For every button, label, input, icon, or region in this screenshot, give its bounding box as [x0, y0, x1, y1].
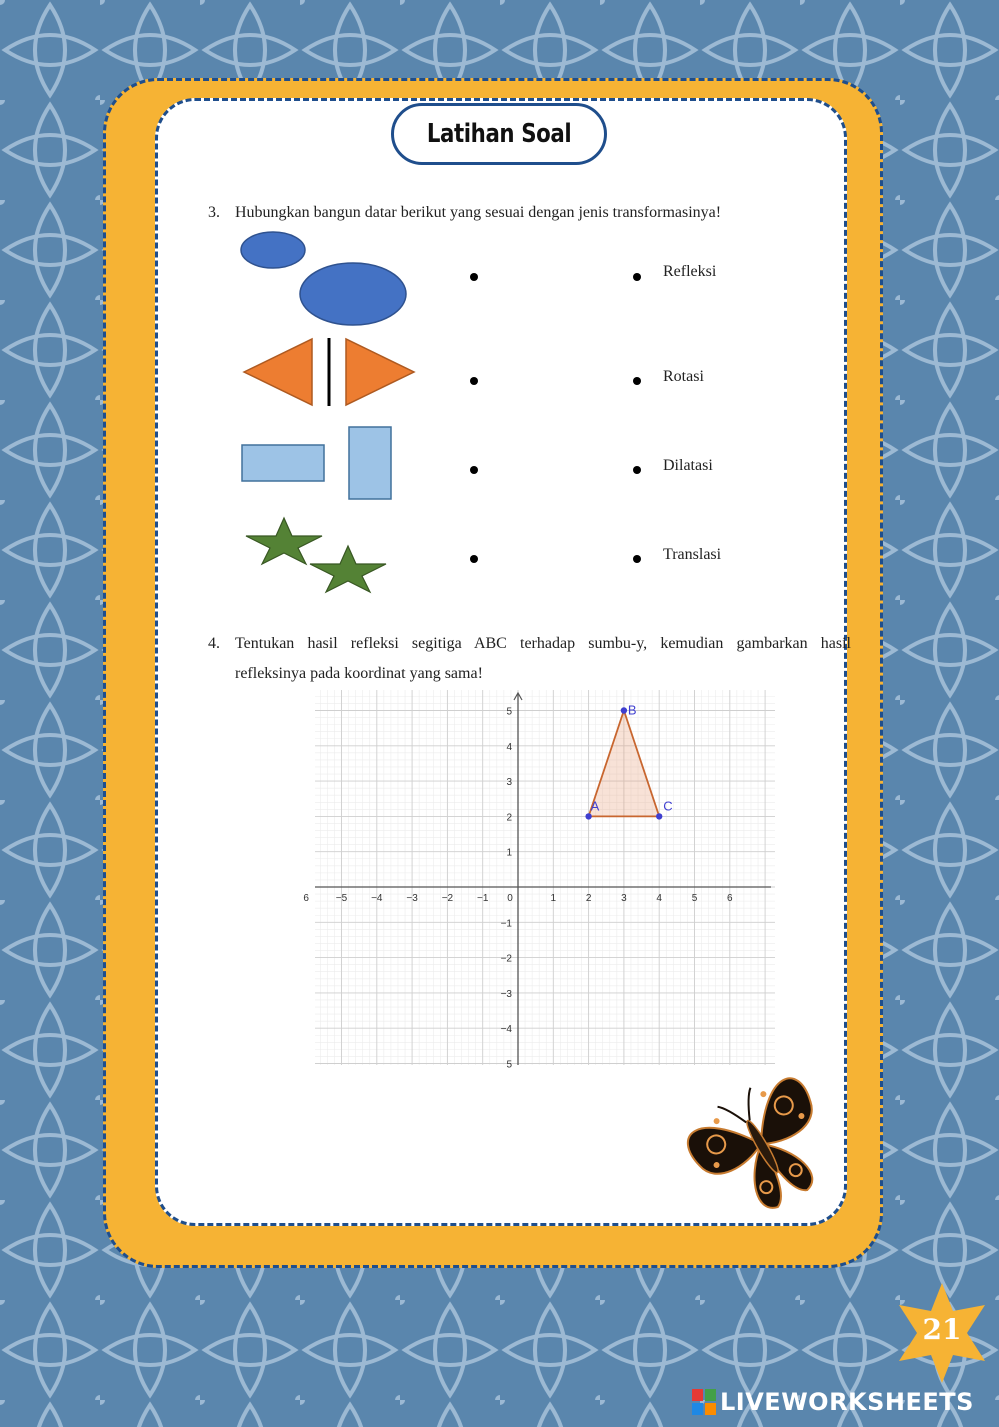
option-dilatasi: Dilatasi [663, 457, 713, 474]
y-tick-label: 5 [506, 706, 512, 718]
x-tick-label: 5 [691, 893, 698, 904]
translated-stars-icon [246, 518, 386, 592]
page-title: Latihan Soal [426, 119, 572, 149]
match-dot-left-4[interactable] [470, 555, 478, 563]
x-tick-label: −5 [335, 893, 348, 904]
x-tick-label: 1 [550, 893, 557, 904]
y-tick-label: 2 [506, 812, 512, 824]
rotated-rectangles-icon [242, 427, 391, 499]
x-tick-label: 0 [507, 893, 513, 904]
match-dot-left-1[interactable] [470, 273, 478, 281]
ellipse-pair-icon [241, 232, 406, 325]
x-tick-label: 2 [585, 893, 592, 904]
x-tick-label: 6 [303, 893, 309, 904]
x-tick-label: −1 [476, 893, 489, 904]
batik-butterfly-icon [682, 1072, 840, 1217]
x-tick-label: 3 [621, 893, 627, 904]
y-tick-label: −1 [500, 918, 512, 930]
option-translasi: Translasi [663, 546, 722, 563]
match-dot-right-4[interactable] [633, 555, 641, 563]
y-tick-label: 4 [506, 741, 512, 753]
liveworksheets-logo-icon [692, 1389, 716, 1415]
question-3-number: 3. [208, 204, 220, 221]
y-tick-label: 3 [506, 777, 512, 789]
x-tick-label: 4 [656, 893, 662, 904]
match-dot-right-2[interactable] [633, 377, 641, 385]
reflected-triangles-icon [244, 338, 414, 406]
y-tick-label: −4 [500, 1024, 512, 1036]
liveworksheets-logo-text: LIVEWORKSHEETS [720, 1388, 974, 1416]
point-b [621, 707, 627, 713]
point-label-c: C [663, 798, 673, 814]
point-a [585, 813, 591, 819]
point-label-b: B [627, 702, 637, 718]
point-label-a: A [590, 798, 600, 814]
y-tick-label: 5 [506, 1059, 512, 1071]
title-badge [391, 103, 607, 165]
coordinate-graph[interactable] [303, 690, 775, 1071]
x-tick-label: −3 [406, 893, 418, 904]
match-dot-left-3[interactable] [470, 466, 478, 474]
transformation-shapes [236, 228, 426, 598]
option-refleksi: Refleksi [663, 263, 717, 280]
x-tick-label: −4 [371, 893, 383, 904]
question-4-line-1: Tentukan hasil refleksi segitiga ABC terhadap sumbu-y, kemudian gambarkan hasil [235, 635, 851, 652]
point-c [656, 813, 662, 819]
question-3-text: Hubungkan bangun datar berikut yang sesuai dengan jenis transformasinya! [235, 204, 722, 221]
question-4-number: 4. [208, 635, 220, 652]
x-tick-label: 6 [727, 893, 733, 904]
y-tick-label: −3 [500, 988, 512, 1000]
match-dot-right-1[interactable] [633, 273, 641, 281]
y-tick-label: 1 [506, 847, 512, 859]
option-rotasi: Rotasi [663, 368, 704, 385]
x-tick-label: −2 [441, 893, 454, 904]
question-4-line-2: refleksinya pada koordinat yang sama! [235, 665, 483, 682]
liveworksheets-logo[interactable] [692, 1388, 992, 1416]
y-tick-label: −2 [500, 953, 512, 965]
match-dot-right-3[interactable] [633, 466, 641, 474]
page-number: 21 [922, 1313, 962, 1346]
match-dot-left-2[interactable] [470, 377, 478, 385]
